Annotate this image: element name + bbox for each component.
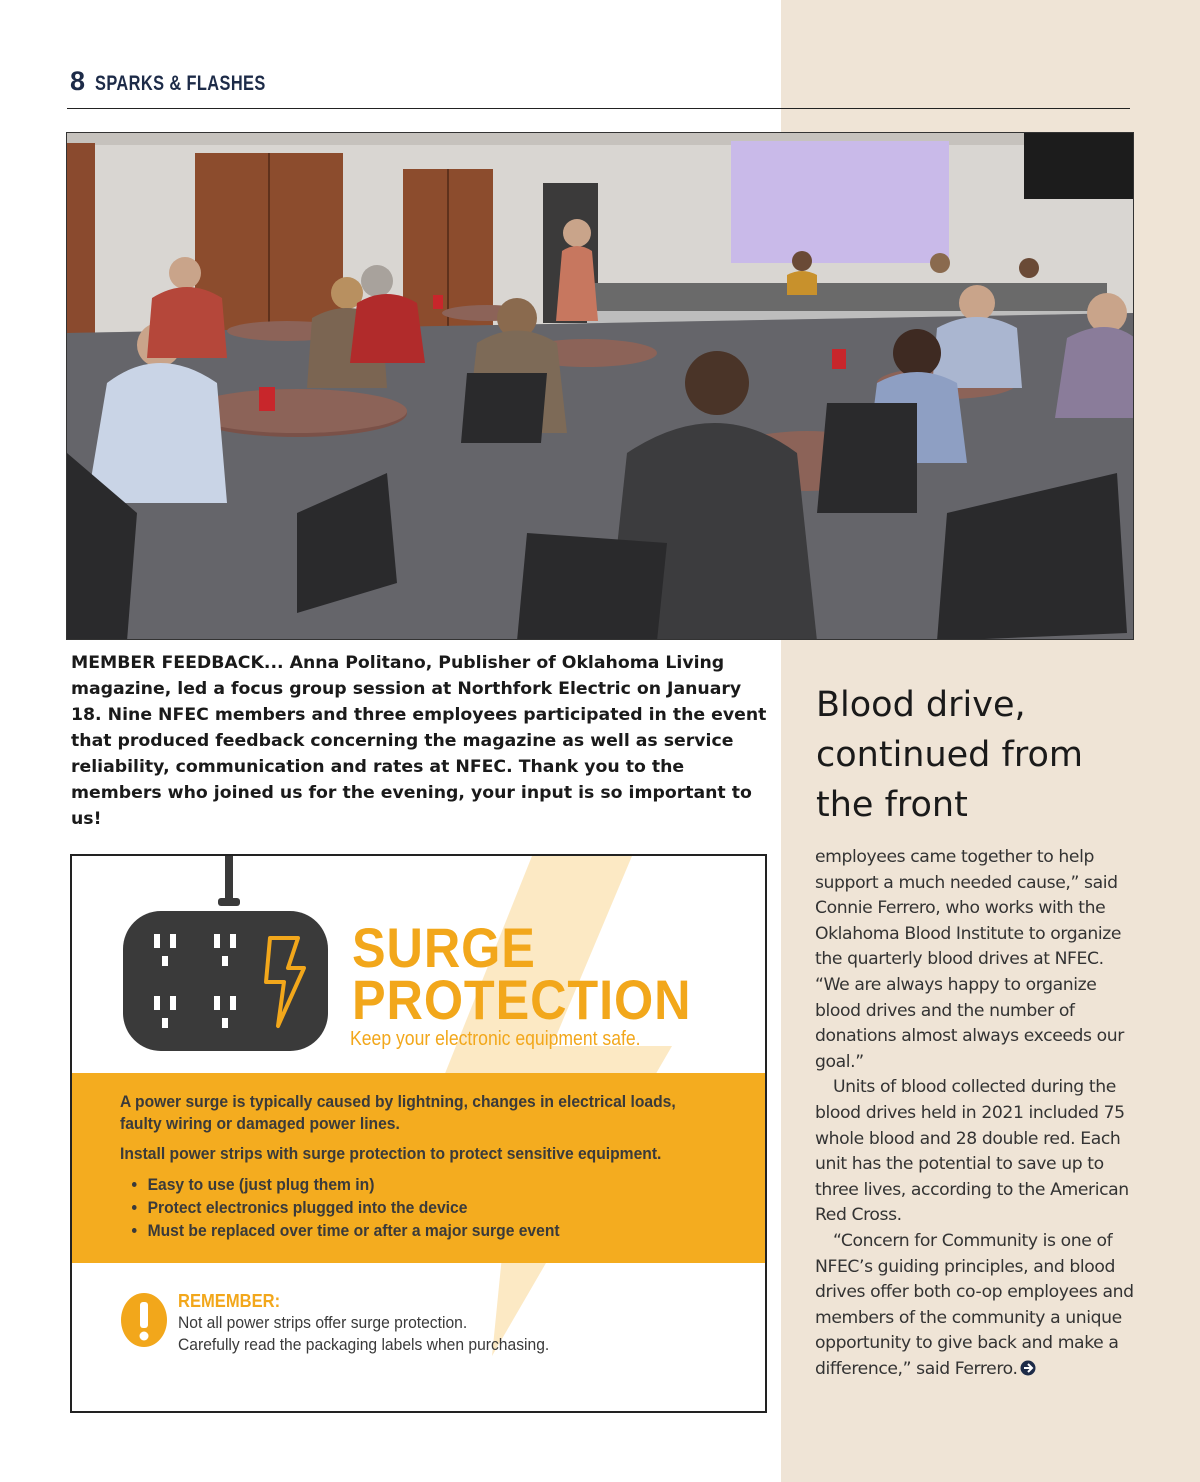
surge-bullet: • Protect electronics plugged into the device — [148, 1196, 709, 1219]
end-of-story-icon — [1020, 1360, 1036, 1376]
surge-title-line1: SURGE — [352, 916, 536, 979]
exclamation-icon — [120, 1292, 168, 1348]
article-body — [815, 845, 1135, 1382]
article-paragraph: employees came together to help support a much needed cause,” said Connie Ferrero, who works with the Oklahoma Blood Institute to organize the quarterly blood drives at NFEC. “We are always happy to organize blood drives and the number of donations almost always exceeds our goal.” — [815, 847, 1124, 1072]
page-header — [70, 66, 314, 97]
header-rule — [67, 108, 1130, 109]
surge-install: Install power strips with surge protection to protect sensitive equipment. — [120, 1144, 662, 1163]
article-paragraph: Units of blood collected during the blood drives held in 2021 included 75 whole blood and 28 double red. Each unit has the potential to save up to three lives, according to the American Red Cross. — [815, 1077, 1129, 1226]
article-paragraph-text: “Concern for Community is one of NFEC’s guiding principles, and blood drives offer both co-op employees and members of the community a unique opportunity to give back and make a difference,” said Ferrero. — [815, 1230, 1134, 1379]
surge-bullets — [120, 1173, 709, 1242]
focus-group-photo — [66, 132, 1134, 640]
surge-bullet: • Must be replaced over time or after a major surge event — [148, 1219, 709, 1242]
surge-subtitle: Keep your electronic equipment safe. — [350, 1028, 641, 1050]
remember-line: Not all power strips offer surge protection. — [178, 1313, 468, 1332]
publication-name: SPARKS & FLASHES — [95, 72, 266, 95]
surge-info-text — [120, 1091, 709, 1242]
page-number: 8 — [70, 66, 86, 96]
surge-intro: A power surge is typically caused by lightning, changes in electrical loads, faulty wiring or damaged power lines. — [120, 1092, 676, 1133]
power-strip-icon — [118, 856, 333, 1056]
surge-protection-ad — [70, 854, 767, 1413]
surge-title — [352, 916, 692, 1031]
remember-text — [178, 1312, 549, 1356]
article-headline: Blood drive, continued from the front — [816, 685, 1083, 825]
surge-bullet: • Easy to use (just plug them in) — [148, 1173, 709, 1196]
surge-title-line2: PROTECTION — [352, 968, 692, 1031]
photo-caption: MEMBER FEEDBACK... Anna Politano, Publisher of Oklahoma Living magazine, led a focus group session at Northfork Electric on January 18. Nine NFEC members and three employees participated in the event that produced feedback concerning the magazine as well as service reliability, communication and rates at NFEC. Thank you to the members who joined us for the evening, your input is so important to us! — [71, 653, 767, 829]
article-paragraph — [815, 1229, 1135, 1383]
remember-title: REMEMBER: — [178, 1291, 281, 1311]
remember-line: Carefully read the packaging labels when purchasing. — [178, 1335, 550, 1354]
